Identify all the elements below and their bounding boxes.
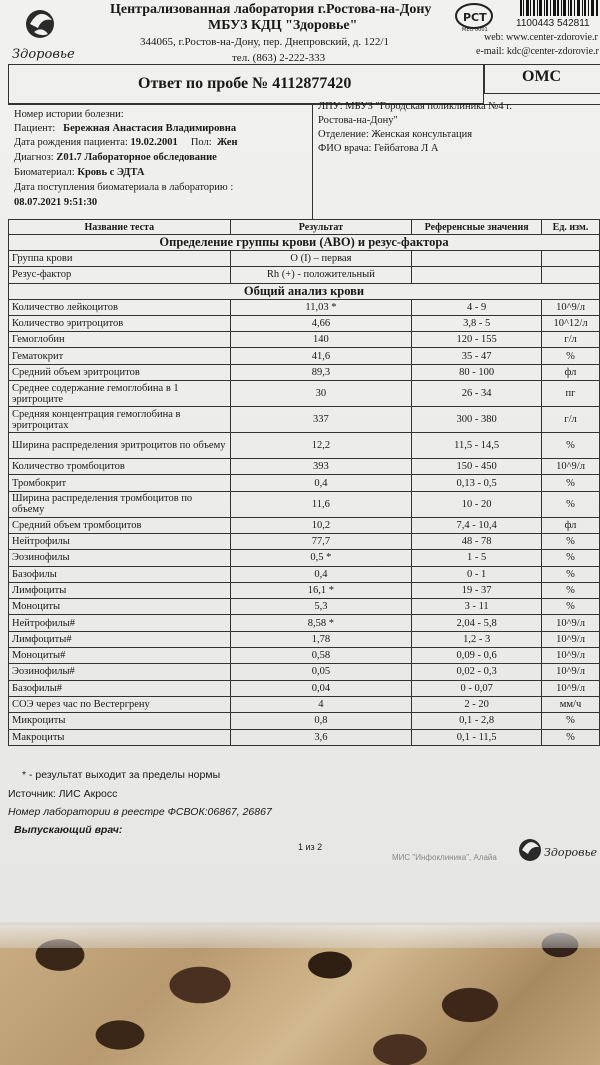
section-blood-group-title: Определение группы крови (АВО) и резус-фактора bbox=[9, 235, 600, 251]
test-name: Эозинофилы# bbox=[9, 664, 231, 680]
result-value: 12,2 bbox=[230, 433, 412, 459]
table-row bbox=[9, 491, 600, 517]
table-row bbox=[9, 475, 600, 491]
table-row bbox=[9, 680, 600, 696]
test-name: Лимфоциты# bbox=[9, 631, 231, 647]
result-value: 5,3 bbox=[230, 599, 412, 615]
reference-range: 80 - 100 bbox=[412, 364, 542, 380]
table-row bbox=[9, 713, 600, 729]
table-row bbox=[9, 648, 600, 664]
unit bbox=[542, 267, 600, 283]
table-row bbox=[9, 566, 600, 582]
table-row bbox=[9, 696, 600, 712]
result-value: O (I) – первая bbox=[230, 251, 412, 267]
mis-label: МИС "Инфоклиника", Алайа bbox=[392, 853, 497, 862]
biomat-row bbox=[14, 167, 144, 178]
result-value: 89,3 bbox=[230, 364, 412, 380]
test-name: Среднее содержание гемоглобина в 1 эритроците bbox=[9, 381, 231, 407]
test-name: Нейтрофилы bbox=[9, 533, 231, 549]
history-label: Номер истории болезни: bbox=[14, 109, 124, 120]
reference-range: 7,4 - 10,4 bbox=[412, 517, 542, 533]
diag-row bbox=[14, 152, 217, 163]
test-name: Макроциты bbox=[9, 729, 231, 745]
result-value: 4 bbox=[230, 696, 412, 712]
sex-value: Жен bbox=[216, 137, 238, 148]
header-reference: Референсные значения bbox=[412, 220, 542, 235]
table-row bbox=[9, 664, 600, 680]
lab-phone: тел. (863) 2-222-333 bbox=[232, 52, 326, 64]
result-value: 8,58 * bbox=[230, 615, 412, 631]
test-name: Базофилы# bbox=[9, 680, 231, 696]
reference-range: 2 - 20 bbox=[412, 696, 542, 712]
unit: 10^9/л bbox=[542, 664, 600, 680]
test-name: Гематокрит bbox=[9, 348, 231, 364]
patient-row bbox=[14, 123, 236, 134]
rst-certification-icon bbox=[452, 2, 498, 32]
unit: % bbox=[542, 491, 600, 517]
test-name: Эозинофилы bbox=[9, 550, 231, 566]
table-row bbox=[9, 729, 600, 745]
header-unit: Ед. изм. bbox=[542, 220, 600, 235]
table-row bbox=[9, 251, 600, 267]
unit: % bbox=[542, 599, 600, 615]
patient-label: Пациент: bbox=[14, 123, 56, 134]
test-name: Ширина распределения эритроцитов по объему bbox=[9, 433, 231, 459]
unit: 10^9/л bbox=[542, 631, 600, 647]
result-value: 11,6 bbox=[230, 491, 412, 517]
logo-text: Здоровье bbox=[12, 47, 75, 62]
issuing-doctor: Выпускающий врач: bbox=[14, 824, 123, 836]
lab-name: МБУЗ КДЦ "Здоровье" bbox=[208, 18, 358, 33]
unit: % bbox=[542, 348, 600, 364]
unit: мм/ч bbox=[542, 696, 600, 712]
received-label: Дата поступления биоматериала в лабораторию : bbox=[14, 182, 234, 193]
table-row bbox=[9, 348, 600, 364]
reference-range: 35 - 47 bbox=[412, 348, 542, 364]
biomat-value: Кровь с ЭДТА bbox=[77, 167, 145, 178]
result-value: 11,03 * bbox=[230, 299, 412, 315]
reference-range: 19 - 37 bbox=[412, 582, 542, 598]
biomat-label: Биоматериал: bbox=[14, 167, 75, 178]
test-name: Резус-фактор bbox=[9, 267, 231, 283]
result-value: 0,4 bbox=[230, 475, 412, 491]
reference-range: 300 - 380 bbox=[412, 407, 542, 433]
reference-range: 48 - 78 bbox=[412, 533, 542, 549]
table-row bbox=[9, 459, 600, 475]
test-name: СОЭ через час по Вестергрену bbox=[9, 696, 231, 712]
lab-address: 344065, г.Ростов-на-Дону, пер. Днепровский, д. 122/1 bbox=[140, 36, 389, 48]
reference-range: 2,04 - 5,8 bbox=[412, 615, 542, 631]
reference-range: 1,2 - 3 bbox=[412, 631, 542, 647]
result-value: 337 bbox=[230, 407, 412, 433]
test-name: Средний объем эритроцитов bbox=[9, 364, 231, 380]
table-row bbox=[9, 381, 600, 407]
test-name: Лимфоциты bbox=[9, 582, 231, 598]
reference-range: 3 - 11 bbox=[412, 599, 542, 615]
reference-range: 26 - 34 bbox=[412, 381, 542, 407]
test-name: Микроциты bbox=[9, 713, 231, 729]
dob-row bbox=[14, 137, 238, 148]
dob-value: 19.02.2001 bbox=[130, 137, 178, 148]
table-row bbox=[9, 631, 600, 647]
unit: 10^9/л bbox=[542, 459, 600, 475]
registry-number: Номер лаборатории в реестре ФСВОК:06867, 26867 bbox=[8, 806, 272, 818]
unit: г/л bbox=[542, 407, 600, 433]
lab-title: Централизованная лаборатория г.Ростова-на-Дону bbox=[110, 2, 432, 17]
unit: % bbox=[542, 550, 600, 566]
test-name: Количество эритроцитов bbox=[9, 315, 231, 331]
header-test-name: Название теста bbox=[9, 220, 231, 235]
result-value: Rh (+) - положительный bbox=[230, 267, 412, 283]
test-name: Ширина распределения тромбоцитов по объему bbox=[9, 491, 231, 517]
table-row bbox=[9, 407, 600, 433]
reference-range: 4 - 9 bbox=[412, 299, 542, 315]
diag-value: Z01.7 Лабораторное обследование bbox=[56, 152, 217, 163]
zdorovie-logo-icon bbox=[8, 4, 78, 66]
diag-label: Диагноз: bbox=[14, 152, 54, 163]
unit: пг bbox=[542, 381, 600, 407]
table-row bbox=[9, 582, 600, 598]
table-row bbox=[9, 299, 600, 315]
reference-range: 11,5 - 14,5 bbox=[412, 433, 542, 459]
table-row bbox=[9, 599, 600, 615]
test-name: Моноциты# bbox=[9, 648, 231, 664]
results-table bbox=[8, 219, 600, 746]
result-value: 0,58 bbox=[230, 648, 412, 664]
test-name: Количество тромбоцитов bbox=[9, 459, 231, 475]
reference-range bbox=[412, 251, 542, 267]
test-name: Моноциты bbox=[9, 599, 231, 615]
table-row bbox=[9, 517, 600, 533]
answer-title: Ответ по пробе № 4112877420 bbox=[138, 75, 352, 92]
table-row bbox=[9, 533, 600, 549]
table-row bbox=[9, 550, 600, 566]
table-row bbox=[9, 267, 600, 283]
dob-label: Дата рождения пациента: bbox=[14, 137, 128, 148]
unit: 10^9/л bbox=[542, 648, 600, 664]
lab-email: e-mail: kdc@center-zdorovie.r bbox=[476, 46, 599, 57]
unit: фл bbox=[542, 364, 600, 380]
zdorovie-footer-logo-icon bbox=[516, 836, 600, 866]
test-name: Группа крови bbox=[9, 251, 231, 267]
page-number: 1 из 2 bbox=[298, 842, 323, 852]
reference-range: 10 - 20 bbox=[412, 491, 542, 517]
oms-label: ОМС bbox=[522, 68, 562, 85]
unit: % bbox=[542, 729, 600, 745]
unit: % bbox=[542, 566, 600, 582]
rst-mark: РСТ bbox=[463, 11, 487, 24]
result-value: 0,5 * bbox=[230, 550, 412, 566]
next-page-edge bbox=[0, 918, 600, 948]
unit: г/л bbox=[542, 332, 600, 348]
rst-sub: МЕО 0001 bbox=[462, 27, 488, 32]
reference-range: 120 - 155 bbox=[412, 332, 542, 348]
result-value: 4,66 bbox=[230, 315, 412, 331]
result-value: 30 bbox=[230, 381, 412, 407]
department: Отделение: Женская консультация bbox=[318, 129, 473, 140]
unit: % bbox=[542, 475, 600, 491]
table-row bbox=[9, 615, 600, 631]
section-cbc-title: Общий анализ крови bbox=[9, 283, 600, 299]
result-value: 0,4 bbox=[230, 566, 412, 582]
result-value: 16,1 * bbox=[230, 582, 412, 598]
unit: 10^12/л bbox=[542, 315, 600, 331]
lpu-line2: Ростова-на-Дону" bbox=[318, 115, 398, 126]
reference-range: 150 - 450 bbox=[412, 459, 542, 475]
source: Источник: ЛИС Акросс bbox=[8, 788, 118, 800]
barcode-icon bbox=[520, 0, 600, 16]
patient-name: Бережная Анастасия Владимировна bbox=[63, 123, 237, 134]
result-value: 77,7 bbox=[230, 533, 412, 549]
test-name: Средняя концентрация гемоглобина в эритроцитах bbox=[9, 407, 231, 433]
reference-range: 3,8 - 5 bbox=[412, 315, 542, 331]
result-value: 1,78 bbox=[230, 631, 412, 647]
reference-range: 1 - 5 bbox=[412, 550, 542, 566]
doctor-name: ФИО врача: Гейбатова Л А bbox=[318, 143, 439, 154]
reference-range bbox=[412, 267, 542, 283]
table-row bbox=[9, 315, 600, 331]
lpu-line1: ЛПУ: МБУЗ "Городская поликлиника №4 г. bbox=[318, 101, 513, 112]
test-name: Средний объем тромбоцитов bbox=[9, 517, 231, 533]
result-value: 10,2 bbox=[230, 517, 412, 533]
reference-range: 0 - 1 bbox=[412, 566, 542, 582]
result-value: 140 bbox=[230, 332, 412, 348]
unit: % bbox=[542, 582, 600, 598]
unit: % bbox=[542, 433, 600, 459]
result-value: 3,6 bbox=[230, 729, 412, 745]
unit: 10^9/л bbox=[542, 299, 600, 315]
test-name: Нейтрофилы# bbox=[9, 615, 231, 631]
footer-logo-text: Здоровье bbox=[544, 846, 598, 859]
table-row bbox=[9, 332, 600, 348]
result-value: 393 bbox=[230, 459, 412, 475]
test-name: Количество лейкоцитов bbox=[9, 299, 231, 315]
reference-range: 0 - 0,07 bbox=[412, 680, 542, 696]
result-value: 0,04 bbox=[230, 680, 412, 696]
reference-range: 0,13 - 0,5 bbox=[412, 475, 542, 491]
reference-range: 0,1 - 11,5 bbox=[412, 729, 542, 745]
test-name: Тромбокрит bbox=[9, 475, 231, 491]
reference-range: 0,1 - 2,8 bbox=[412, 713, 542, 729]
barcode-number: 1100443 542811 bbox=[516, 18, 590, 29]
unit: % bbox=[542, 713, 600, 729]
table-row bbox=[9, 433, 600, 459]
lab-website: web: www.center-zdorovie.r bbox=[484, 32, 598, 43]
test-name: Базофилы bbox=[9, 566, 231, 582]
reference-range: 0,09 - 0,6 bbox=[412, 648, 542, 664]
sex-label: Пол: bbox=[190, 137, 212, 148]
table-header-row bbox=[9, 220, 600, 235]
result-value: 0,8 bbox=[230, 713, 412, 729]
section-blood-group bbox=[9, 235, 600, 251]
unit: % bbox=[542, 533, 600, 549]
result-value: 41,6 bbox=[230, 348, 412, 364]
header-result: Результат bbox=[230, 220, 412, 235]
reference-range: 0,02 - 0,3 bbox=[412, 664, 542, 680]
footnote: * - результат выходит за пределы нормы bbox=[22, 769, 221, 781]
unit: 10^9/л bbox=[542, 680, 600, 696]
unit bbox=[542, 251, 600, 267]
result-value: 0,05 bbox=[230, 664, 412, 680]
unit: 10^9/л bbox=[542, 615, 600, 631]
unit: фл bbox=[542, 517, 600, 533]
received-value: 08.07.2021 9:51:30 bbox=[14, 197, 98, 208]
section-cbc bbox=[9, 283, 600, 299]
test-name: Гемоглобин bbox=[9, 332, 231, 348]
table-row bbox=[9, 364, 600, 380]
info-divider bbox=[312, 104, 313, 220]
